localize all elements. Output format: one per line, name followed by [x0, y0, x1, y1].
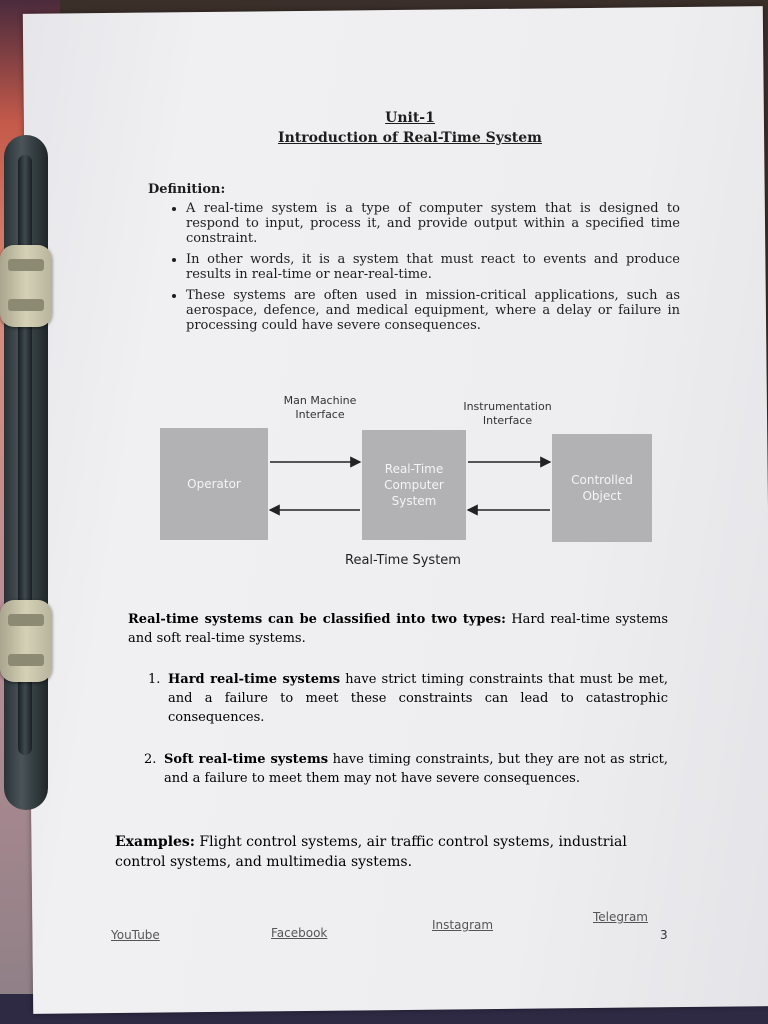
controlled-object-box: Controlled Object [552, 434, 652, 542]
list-item-soft [144, 750, 668, 788]
list-item: • A real-time system is a type of computer system that is designed to respond to input, process it, and provide output within a specified time constraint. [186, 201, 680, 246]
operator-box: Operator [160, 428, 268, 540]
classification-lead: Real-time systems can be classified into two types: [128, 612, 506, 627]
facebook-link[interactable]: Facebook [271, 926, 328, 940]
diagram-caption: Real-Time System [345, 553, 461, 568]
unit-heading: Unit-1 [385, 110, 435, 126]
page-number: 3 [660, 928, 668, 942]
list-item: • In other words, it is a system that must react to events and produce results in real-time or near-real-time. [186, 252, 680, 282]
real-time-computer-system-box: Real-Time Computer System [362, 430, 466, 540]
binder-clip [0, 600, 52, 682]
definition-list [168, 201, 680, 333]
classification-paragraph [128, 610, 668, 648]
page-title: Introduction of Real-Time System [278, 130, 542, 146]
man-machine-interface-label: Man Machine Interface [283, 394, 357, 421]
youtube-link[interactable]: YouTube [111, 928, 160, 942]
definition-label: Definition: [148, 182, 226, 197]
classification-text: Hard real-time systems and soft real-time systems. [128, 612, 669, 646]
list-number: 1. [148, 672, 161, 687]
page-content [100, 110, 680, 339]
list-item-hard [148, 670, 668, 727]
telegram-link[interactable]: Telegram [593, 910, 648, 924]
real-time-system-diagram [150, 388, 660, 583]
examples-label: Examples: [115, 834, 195, 850]
instagram-link[interactable]: Instagram [432, 918, 494, 932]
instrumentation-interface-label: Instrumentation Interface [463, 400, 552, 427]
hard-real-time-text: have strict timing constraints that must be met, and a failure to meet these constraints can lead to catastrophic consequences. [168, 672, 668, 725]
list-item: • These systems are often used in mission-critical applications, such as aerospace, defence, and medical equipment, where a delay or failure in processing could have severe consequences. [186, 288, 680, 333]
list-number: 2. [144, 752, 157, 767]
binder-clip [0, 245, 52, 327]
examples-paragraph [115, 832, 670, 872]
binder-strip [4, 135, 48, 810]
hard-real-time-term: Hard real-time systems [168, 672, 341, 687]
soft-real-time-text: have timing constraints, but they are not as strict, and a failure to meet them may not have severe consequences. [164, 752, 668, 786]
examples-text: Flight control systems, air traffic control systems, industrial control systems, and multimedia systems. [115, 834, 627, 870]
soft-real-time-term: Soft real-time systems [164, 752, 329, 767]
